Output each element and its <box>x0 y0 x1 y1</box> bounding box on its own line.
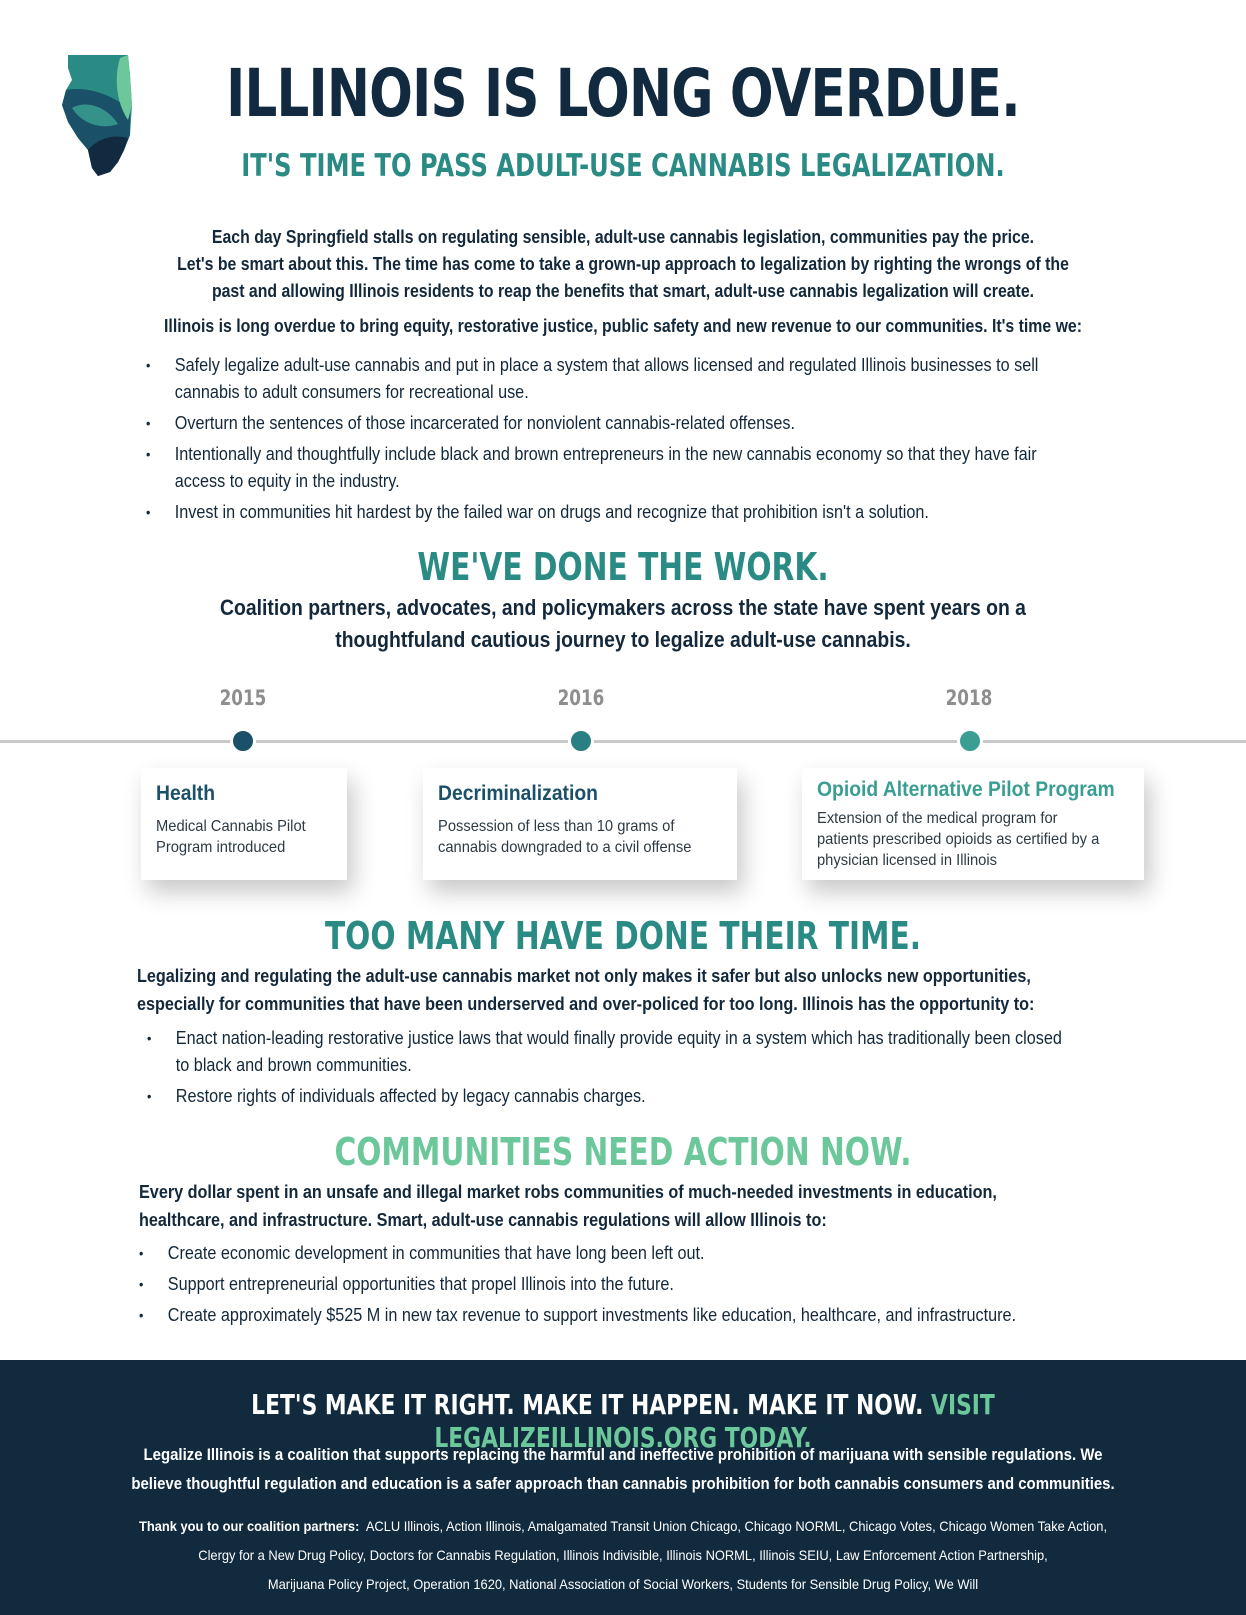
intro-line: Let's be smart about this. The time has come to take a grown-up approach to legalization by righting the wrongs of the <box>177 254 1069 274</box>
timeline-card-health <box>141 768 347 880</box>
partners-list: ACLU Illinois, Action Illinois, Amalgamated Transit Union Chicago, Chicago NORML, Chicago Votes, Chicago Women Take Action, <box>365 1518 1108 1534</box>
list-item: • Intentionally and thoughtfully include black and brown entrepreneurs in the new cannabis economy so that they have fair access to equity in the industry. <box>146 444 1037 491</box>
card-body: Possession of less than 10 grams of cannabis downgraded to a civil offense <box>438 818 692 856</box>
list-item: • Restore rights of individuals affected by legacy cannabis charges. <box>147 1086 646 1106</box>
communities-section-title: COMMUNITIES NEED ACTION NOW. <box>334 1130 912 1174</box>
timeline-year: 2016 <box>557 686 605 710</box>
illinois-state-map-icon <box>58 50 138 180</box>
work-subtitle-line: thoughtfuland cautious journey to legalize adult-use cannabis. <box>335 627 911 652</box>
intro-paragraph <box>75 224 1171 305</box>
footer-about <box>75 1440 1171 1498</box>
communities-bullet-list <box>139 1240 1129 1333</box>
about-line: believe thoughtful regulation and education is a safer approach than cannabis prohibition for both cannabis consumers and communities. <box>131 1474 1115 1493</box>
work-section-subtitle <box>75 592 1171 656</box>
list-item: • Overturn the sentences of those incarcerated for nonviolent cannabis-related offenses. <box>146 413 795 433</box>
timeline-node <box>230 728 256 754</box>
list-item: • Support entrepreneurial opportunities that propel Illinois into the future. <box>139 1274 674 1294</box>
card-title: Decriminalization <box>438 782 598 805</box>
timeline-card-decriminalization <box>423 768 737 880</box>
page-subtitle: IT'S TIME TO PASS ADULT-USE CANNABIS LEGALIZATION. <box>241 148 1005 184</box>
intro-line: Each day Springfield stalls on regulating sensible, adult-use cannabis legislation, communities pay the price. <box>211 227 1035 247</box>
cta-text: LET'S MAKE IT RIGHT. MAKE IT HAPPEN. MAKE IT NOW. <box>251 1388 924 1421</box>
timeline-year: 2015 <box>219 686 267 710</box>
timeline-year: 2018 <box>945 686 993 710</box>
timeline-card-opioid <box>802 768 1144 880</box>
timeline-line <box>0 740 1246 743</box>
about-line: Legalize Illinois is a coalition that supports replacing the harmful and ineffective prohibition of marijuana with sensible regulations. We <box>143 1445 1103 1464</box>
time-section-title: TOO MANY HAVE DONE THEIR TIME. <box>324 914 922 958</box>
list-item: • Create economic development in communities that have long been left out. <box>139 1243 705 1263</box>
communities-lead: Every dollar spent in an unsafe and illegal market robs communities of much-needed investments in education, healthcare, and infrastructure. Smart, adult-use cannabis regulations will allow Illinois to: <box>139 1182 997 1230</box>
intro-line: past and allowing Illinois residents to reap the benefits that smart, adult-use cannabis legalization will create. <box>211 281 1035 301</box>
intro-lead: Illinois is long overdue to bring equity, restorative justice, public safety and new revenue to our communities. It's time we: <box>164 316 1082 336</box>
card-title: Opioid Alternative Pilot Program <box>817 778 1115 801</box>
time-bullet-list <box>147 1025 1065 1114</box>
partners-list: Marijuana Policy Project, Operation 1620, National Association of Social Workers, Students for Sensible Drug Policy, We Will <box>267 1576 979 1592</box>
list-item: • Create approximately $525 M in new tax revenue to support investments like education, healthcare, and infrastructure. <box>139 1305 1017 1325</box>
card-title: Health <box>156 782 216 805</box>
timeline-node <box>568 728 594 754</box>
card-body: Extension of the medical program for patients prescribed opioids as certified by a physician licensed in Illinois <box>817 810 1100 869</box>
page-title: ILLINOIS IS LONG OVERDUE. <box>226 55 1020 132</box>
work-section-title: WE'VE DONE THE WORK. <box>417 545 829 589</box>
intro-bullet-list <box>146 352 1046 530</box>
coalition-partners <box>50 1512 1196 1599</box>
work-subtitle-line: Coalition partners, advocates, and policymakers across the state have spent years on a <box>220 595 1026 620</box>
timeline-node <box>957 728 983 754</box>
partners-list: Clergy for a New Drug Policy, Doctors for Cannabis Regulation, Illinois Indivisible, Illinois NORML, Illinois SEIU, Law Enforcement Action Partnership, <box>198 1547 1048 1563</box>
card-body: Medical Cannabis Pilot Program introduced <box>156 818 306 856</box>
time-lead: Legalizing and regulating the adult-use cannabis market not only makes it safer but also unlocks new opportunities, especially for communities that have been underserved and over-policed for too long. Illinois has the opportunity to: <box>137 966 1035 1014</box>
list-item: • Safely legalize adult-use cannabis and put in place a system that allows licensed and regulated Illinois businesses to sell cannabis to adult consumers for recreational use. <box>146 355 1039 402</box>
list-item: • Enact nation-leading restorative justice laws that would finally provide equity in a system which has traditionally been closed to black and brown communities. <box>147 1028 1062 1075</box>
partners-label: Thank you to our coalition partners: <box>138 1518 360 1534</box>
cta-website-link[interactable]: VISIT LEGALIZEILLINOIS.ORG TODAY. <box>434 1388 995 1454</box>
list-item: • Invest in communities hit hardest by the failed war on drugs and recognize that prohibition isn't a solution. <box>146 502 929 522</box>
